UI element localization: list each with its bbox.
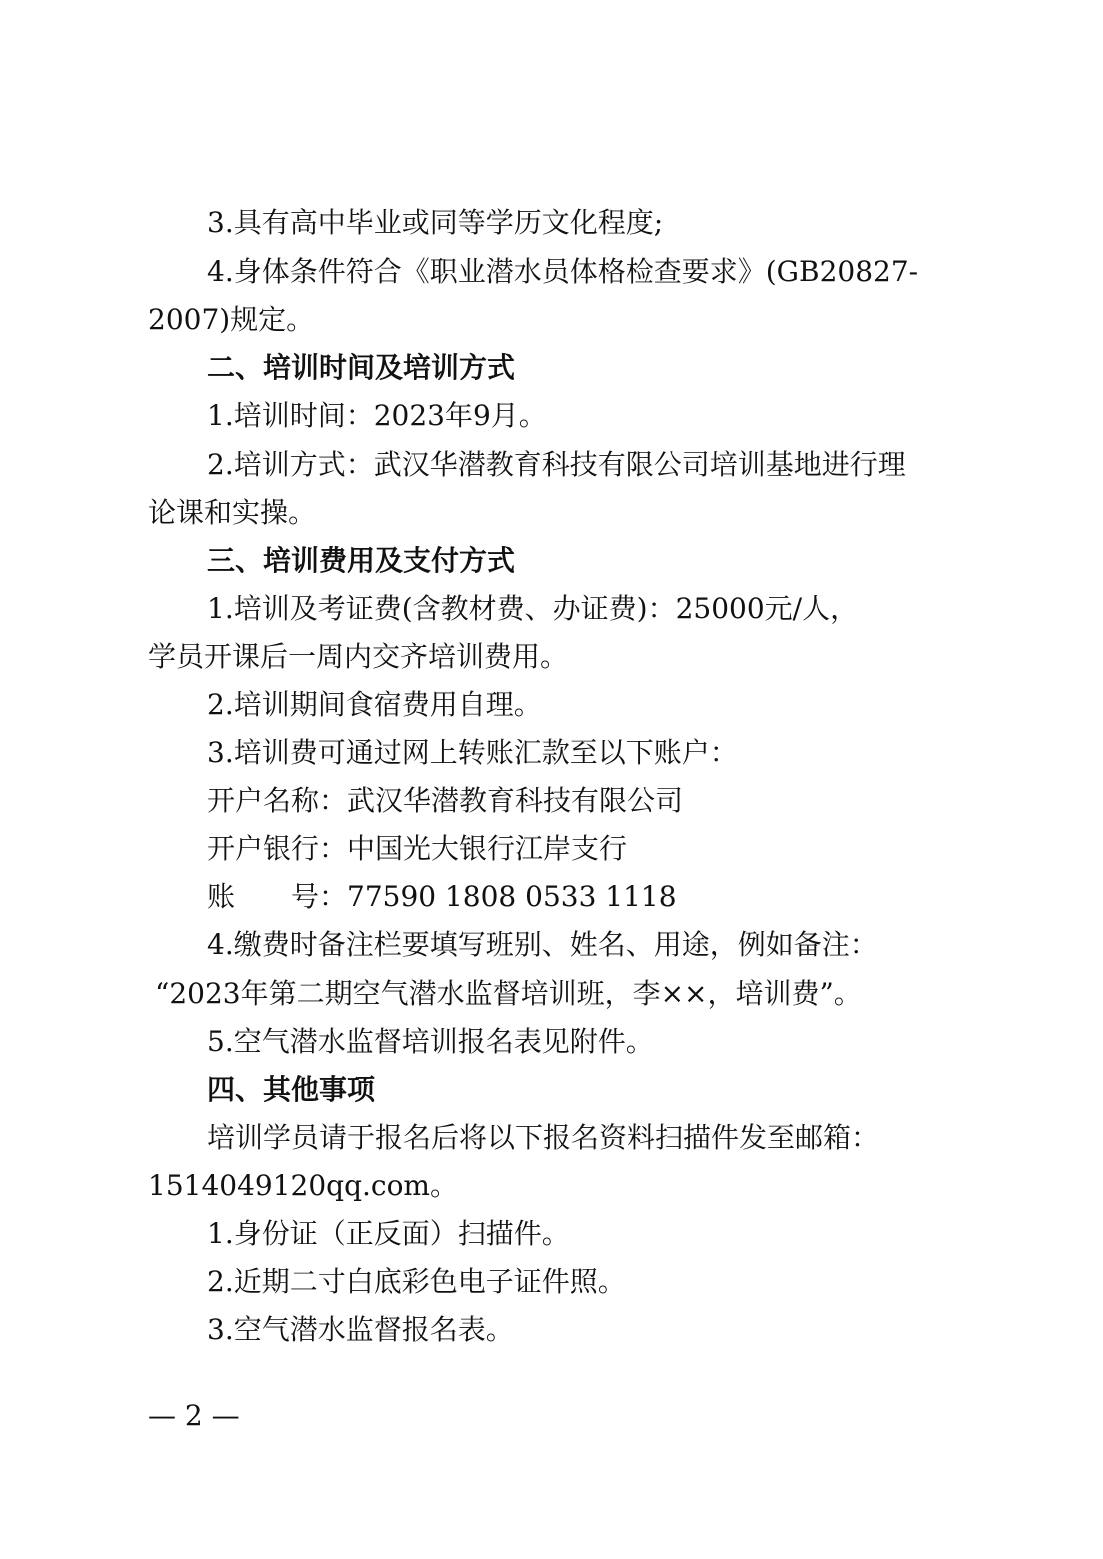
body-line: 2.近期二寸白底彩色电子证件照。: [207, 1265, 626, 1298]
body-line: 论课和实操。: [148, 496, 317, 529]
body-line: 2.培训期间食宿费用自理。: [207, 688, 542, 721]
body-line: 1.培训及考证费(含教材费、办证费)：25000元/人，: [207, 592, 859, 625]
bank-line: 开户银行：中国光大银行江岸支行: [207, 832, 628, 865]
body-line: 4.身体条件符合《职业潜水员体格检查要求》(GB20827-: [207, 255, 919, 288]
body-line: 5.空气潜水监督培训报名表见附件。: [207, 1025, 654, 1058]
body-line: 培训学员请于报名后将以下报名资料扫描件发至邮箱：: [207, 1121, 880, 1154]
body-line: 3.培训费可通过网上转账汇款至以下账户：: [207, 736, 738, 769]
account-number-line: 账 号：77590 1808 0533 1118: [207, 880, 677, 913]
page-number: — 2 —: [148, 1399, 240, 1432]
body-line: 4.缴费时备注栏要填写班别、姓名、用途，例如备注：: [207, 928, 878, 961]
body-line: 学员开课后一周内交齐培训费用。: [148, 640, 569, 673]
body-line: “2023年第二期空气潜水监督培训班，李××，培训费”。: [155, 977, 862, 1010]
account-name-line: 开户名称：武汉华潜教育科技有限公司: [207, 784, 684, 817]
body-line: 1.培训时间：2023年9月。: [207, 399, 547, 432]
body-line: 1.身份证（正反面）扫描件。: [207, 1217, 570, 1250]
body-line: 2.培训方式：武汉华潜教育科技有限公司培训基地进行理: [207, 448, 906, 481]
body-line: 3.具有高中毕业或同等学历文化程度;: [207, 206, 664, 239]
body-line: 2007)规定。: [148, 303, 315, 336]
section-heading: 三、培训费用及支付方式: [207, 544, 516, 577]
email-line: 1514049120qq.com。: [148, 1169, 458, 1202]
section-heading: 四、其他事项: [207, 1073, 376, 1106]
section-heading: 二、培训时间及培训方式: [207, 351, 516, 384]
body-line: 3.空气潜水监督报名表。: [207, 1313, 514, 1346]
